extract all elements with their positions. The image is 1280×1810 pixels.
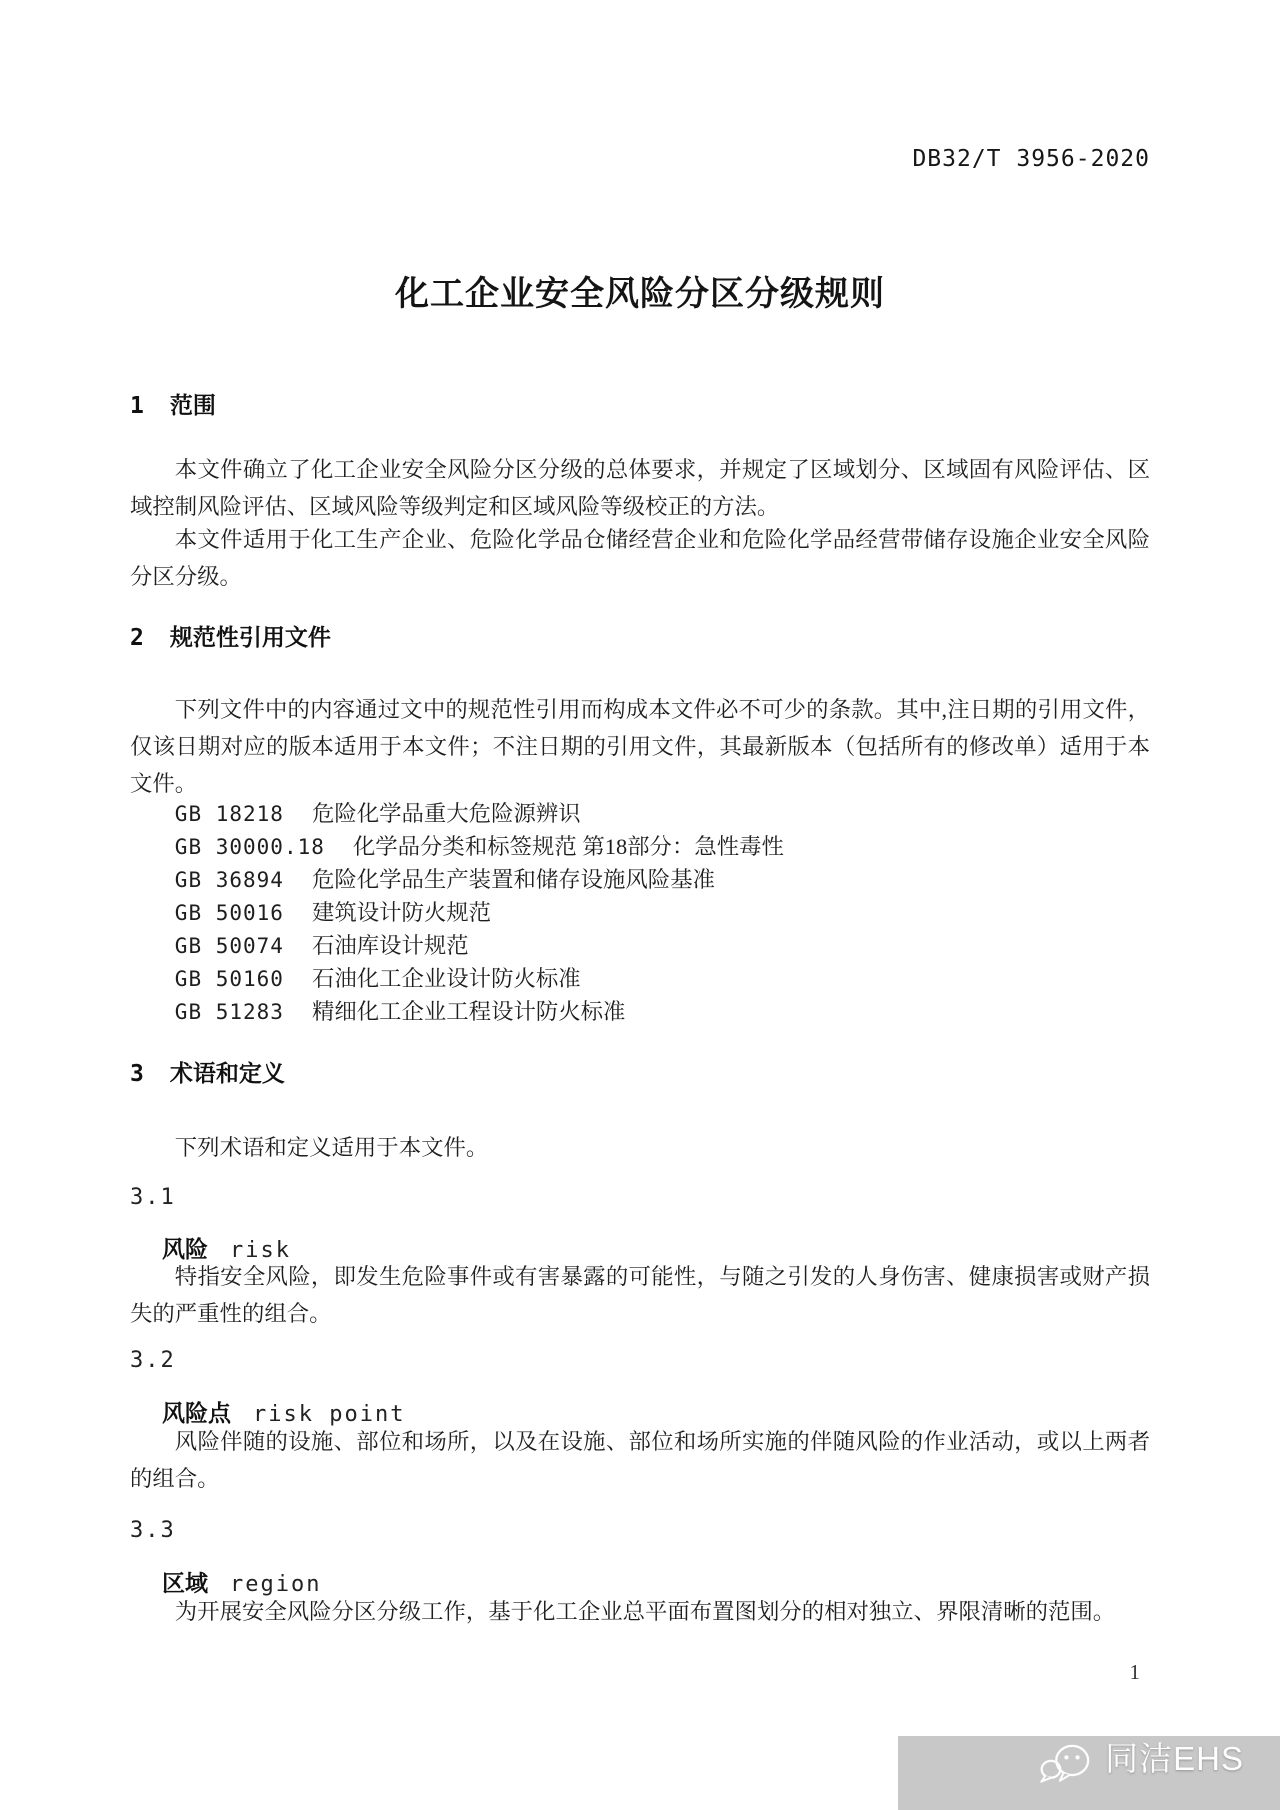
term-number: 3.2 [130, 1348, 176, 1373]
term-en: risk point [253, 1402, 406, 1427]
reference-title: 建筑设计防火规范 [311, 900, 492, 925]
section-3-intro: 下列术语和定义适用于本文件。 [174, 1135, 489, 1160]
section-1-heading [130, 390, 1150, 421]
term-en: region [230, 1572, 322, 1597]
term-number: 3.1 [130, 1185, 176, 1210]
reference-title: 石油库设计规范 [311, 933, 469, 958]
term-number: 3.3 [130, 1518, 176, 1543]
term-zh: 风险点 [162, 1400, 231, 1426]
watermark-label: 同洁EHS [1105, 1740, 1244, 1777]
reference-item [130, 929, 1150, 962]
reference-code: GB 50160 [174, 967, 284, 991]
section-1-paragraph-1: 本文件确立了化工企业安全风险分区分级的总体要求，并规定了区域划分、区域固有风险评估、区域控制风险评估、区域风险等级判定和区域风险等级校正的方法。 [130, 457, 1150, 519]
term-zh: 区域 [162, 1570, 208, 1596]
term-zh: 风险 [162, 1236, 208, 1262]
reference-title: 化学品分类和标签规范 第18部分：急性毒性 [352, 834, 784, 859]
section-1-number: 1 [130, 393, 144, 419]
reference-title: 危险化学品重大危险源辨识 [311, 801, 581, 826]
section-2-number: 2 [130, 625, 144, 651]
reference-code: GB 50074 [174, 934, 284, 958]
watermark [898, 1736, 1280, 1810]
reference-item [130, 797, 1150, 830]
section-3-number: 3 [130, 1061, 144, 1087]
reference-title: 石油化工企业设计防火标准 [311, 966, 581, 991]
reference-item [130, 863, 1150, 896]
reference-code: GB 50016 [174, 901, 284, 925]
reference-item [130, 896, 1150, 929]
term-definition: 特指安全风险，即发生危险事件或有害暴露的可能性，与随之引发的人身伤害、健康损害或财产损失的严重性的组合。 [130, 1264, 1150, 1326]
reference-title: 危险化学品生产装置和储存设施风险基准 [311, 867, 715, 892]
page-number: 1 [1129, 1660, 1140, 1684]
reference-code: GB 51283 [174, 1000, 284, 1024]
term-definition: 风险伴随的设施、部位和场所，以及在设施、部位和场所实施的伴随风险的作业活动，或以上两者的组合。 [130, 1429, 1150, 1491]
page-title: 化工企业安全风险分区分级规则 [395, 275, 885, 313]
reference-code: GB 18218 [174, 802, 284, 826]
section-3-heading [130, 1058, 1150, 1089]
doc-code: DB32/T 3956-2020 [912, 146, 1150, 172]
reference-code: GB 30000.18 [174, 835, 325, 859]
section-2-intro: 下列文件中的内容通过文中的规范性引用而构成本文件必不可少的条款。其中,注日期的引用文件，仅该日期对应的版本适用于本文件；不注日期的引用文件，其最新版本（包括所有的修改单）适用于本文件。 [130, 697, 1150, 796]
term-en: risk [230, 1238, 291, 1263]
section-2-title: 规范性引用文件 [169, 624, 331, 650]
section-2-heading [130, 622, 1150, 653]
reference-item [130, 995, 1150, 1028]
reference-title: 精细化工企业工程设计防火标准 [311, 999, 626, 1024]
reference-item [130, 830, 1150, 863]
reference-code: GB 36894 [174, 868, 284, 892]
section-3-title: 术语和定义 [169, 1060, 285, 1086]
term-definition: 为开展安全风险分区分级工作，基于化工企业总平面布置图划分的相对独立、界限清晰的范围。 [174, 1599, 1116, 1624]
section-1-paragraph-2: 本文件适用于化工生产企业、危险化学品仓储经营企业和危险化学品经营带储存设施企业安全风险分区分级。 [130, 527, 1150, 589]
reference-item [130, 962, 1150, 995]
reference-list [130, 797, 1150, 1028]
wechat-icon [1037, 1741, 1095, 1787]
section-1-title: 范围 [169, 392, 216, 418]
